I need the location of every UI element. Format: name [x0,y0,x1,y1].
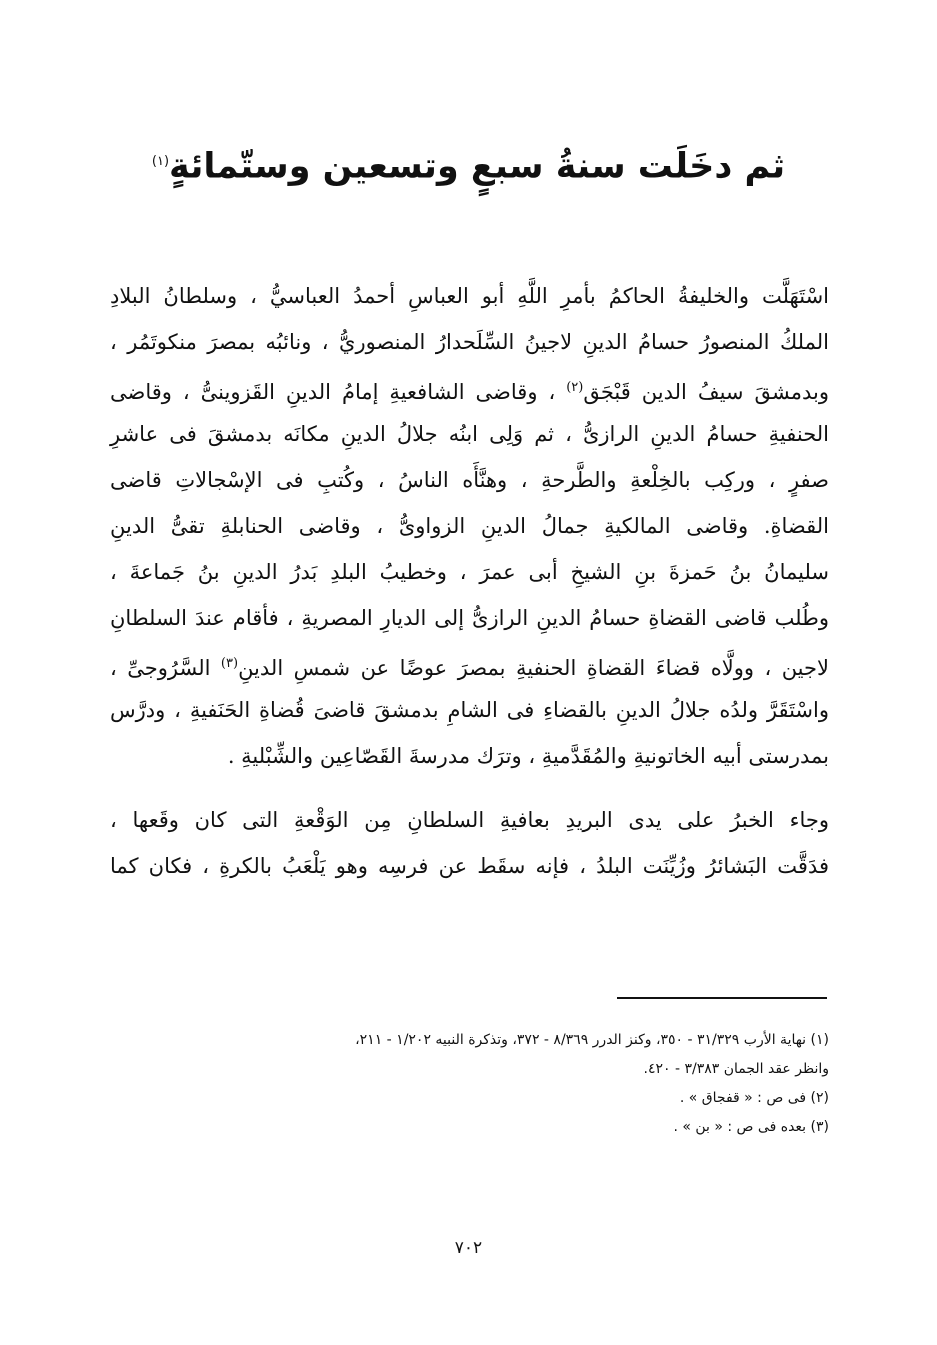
footnote-3: (٣) بعده فى ص : « بن » . [673,1119,829,1135]
text-line: القضاةِ. وقاضى المالكيةِ جمالُ الدينِ الزواوىُّ ، وقاضى الحنابلةِ تقىُّ الدينِ [110,514,829,538]
footnote-2: (٢) فى ص : « قفجاق » . [679,1090,829,1106]
text-segment: ، وقاضى الشافعيةِ إمامُ الدينِ القَزوينىُّ ، وقاضى [110,380,556,404]
text-segment: السَّرُوجىِّ ، [110,656,211,680]
text-segment: وبدمشقَ سيفُ الدين قَبْجَق [583,380,829,404]
text-segment: لاجين ، وولَّاه قضاءَ القضاةِ الحنفيةِ بمصرَ عوضًا عن شمسِ الدينِ [238,656,829,680]
text-line: وجاء الخبرُ على يدى البريدِ بعافيةِ السلطانِ مِن الوَقْعةِ التى كان وقَعها ، [110,808,829,832]
text-line: وطُلب قاضى القضاةِ حسامُ الدينِ الرازىُّ إلى الديارِ المصريةِ ، فأقام عندَ السلطانِ [110,606,829,630]
paragraph-gap [110,779,829,797]
page-number: ٧٠٢ [454,1238,483,1258]
text-line [110,365,829,411]
text-line: سليمانُ بنُ حَمزةَ بنِ الشيخِ أبى عمرَ ، وخطيبُ البلدِ بَدرُ الدينِ بنُ جَماعةَ ، [110,560,829,584]
footnote-ref-3: (٣) [220,656,239,671]
text-line: بمدرستى أبيه الخاتونيةِ والمُقَدَّميةِ ، وترَك مدرسةَ القَصّاعِين والشِّبْليةِ . [227,744,829,768]
footnote-ref-1: (١) [151,154,170,169]
footnote-ref-2: (٢) [566,380,584,395]
footnote-1: (١) نهاية الأرب ٣١/٣٢٩ - ٣٥٠، وكنز الدرر ٨/٣٦٩ - ٣٧٢، وتذكرة النبيه ١/٢٠٢ - ٢١١، [355,1032,829,1048]
text-line: اسْتَهَلَّت والخليفةُ الحاكمُ بأمرِ اللَّهِ أبو العباسِ أحمدُ العباسيُّ ، وسلطانُ البلادِ [110,284,829,308]
text-line: الملكُ المنصورُ حسامُ الدينِ لاجينُ السِّلَحدارُ المنصوريُّ ، ونائبُه بمصرَ منكوتَمُر ، [110,330,829,354]
main-text [110,273,829,889]
text-line: الحنفيةِ حسامُ الدينِ الرازىُّ ، ثم وَلِى ابنُه جلالُ الدينِ مكانَه بدمشقَ فى عاشرِ [110,422,829,446]
chapter-heading [100,130,837,199]
footnote-divider [617,997,827,999]
text-line: صفرٍ ، وركِب بالخِلْعةِ والطَّرحةِ ، وهنَّأَه الناسُ ، وكُتبِ فى الإسْجالاتِ قاضى [110,468,829,492]
footnotes [110,1026,829,1142]
footnote-1-continued: وانظر عقد الجمان ٣/٣٨٣ - ٤٢٠. [643,1061,829,1077]
text-line: فدَقَّت البَشائرُ وزُيِّنَت البلدُ ، فإنه سقَط عن فرسِه وهو يَلْعَبُ بالكرةِ ، فكان كما [110,854,829,878]
text-line: واسْتَقَرَّ ولدُه جلالُ الدينِ بالقضاءِ فى الشامِ بدمشقَ قاضىَ قُضاةِ الحَنَفيةِ ، ودرَّس [110,698,829,722]
chapter-title: ثم دخَلَت سنةُ سبعٍ وتسعين وستّمائةٍ [169,146,786,187]
text-line [110,641,829,687]
